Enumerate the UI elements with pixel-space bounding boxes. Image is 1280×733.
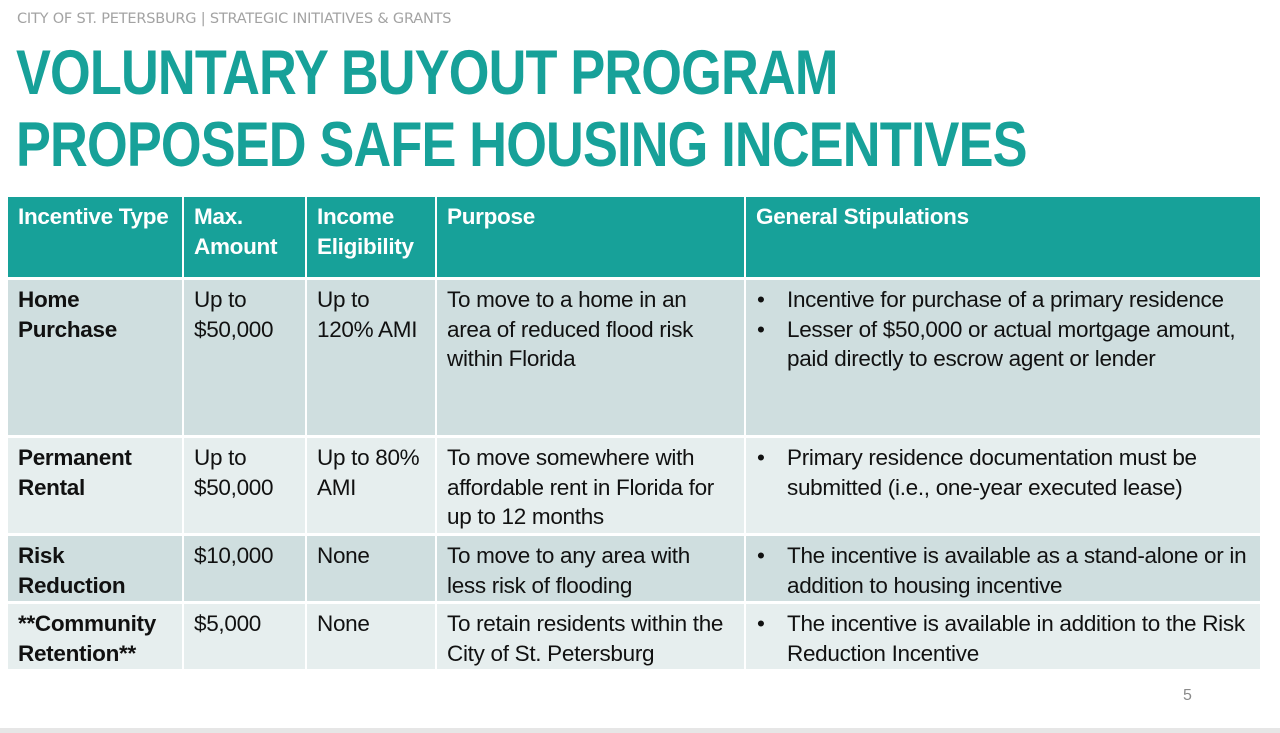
cell-max-amount: Up to $50,000 <box>184 438 307 536</box>
table-row <box>8 536 1262 604</box>
stipulation-item <box>756 315 1250 374</box>
bottom-edge <box>0 728 1280 733</box>
table-header-row <box>8 197 1262 280</box>
bullet-icon: • <box>757 543 765 568</box>
cell-incentive-type: Permanent Rental <box>8 438 184 536</box>
stipulation-list <box>756 609 1250 668</box>
stipulation-item <box>756 443 1250 502</box>
bullet-icon: • <box>757 611 765 636</box>
stipulation-text: Incentive for purchase of a primary residence <box>787 287 1224 312</box>
cell-income-eligibility: Up to 80% AMI <box>307 438 437 536</box>
page-number: 5 <box>1183 687 1192 704</box>
table-row <box>8 438 1262 536</box>
stipulation-item <box>756 609 1250 668</box>
stipulation-text: Lesser of $50,000 or actual mortgage amount, paid directly to escrow agent or lender <box>787 316 1236 371</box>
stipulation-text: The incentive is available as a stand-alone or in addition to housing incentive <box>787 543 1247 598</box>
cell-max-amount: $5,000 <box>184 604 307 672</box>
cell-purpose: To move to any area with less risk of flooding <box>437 536 746 604</box>
bullet-icon: • <box>757 287 765 312</box>
header-purpose: Purpose <box>437 197 746 280</box>
cell-purpose: To retain residents within the City of St. Petersburg <box>437 604 746 672</box>
cell-income-eligibility: Up to 120% AMI <box>307 280 437 438</box>
stipulation-text: The incentive is available in addition to the Risk Reduction Incentive <box>787 611 1245 666</box>
cell-max-amount: Up to $50,000 <box>184 280 307 438</box>
incentives-table <box>8 197 1262 672</box>
header-income-eligibility: Income Eligibility <box>307 197 437 280</box>
cell-stipulations <box>746 280 1262 438</box>
cell-incentive-type: **Community Retention** <box>8 604 184 672</box>
cell-incentive-type: Risk Reduction <box>8 536 184 604</box>
stipulation-item <box>756 285 1250 315</box>
stipulation-item <box>756 541 1250 600</box>
stipulation-list <box>756 285 1250 374</box>
cell-stipulations <box>746 604 1262 672</box>
bullet-icon: • <box>757 445 765 470</box>
cell-incentive-type: Home Purchase <box>8 280 184 438</box>
slide-title-line-1: VOLUNTARY BUYOUT PROGRAM <box>16 38 838 108</box>
slide-title-line-2: PROPOSED SAFE HOUSING INCENTIVES <box>16 110 1027 180</box>
stipulation-text: Primary residence documentation must be submitted (i.e., one-year executed lease) <box>787 445 1197 500</box>
header-max-amount: Max. Amount <box>184 197 307 280</box>
stipulation-list <box>756 541 1250 600</box>
cell-stipulations <box>746 536 1262 604</box>
cell-purpose: To move somewhere with affordable rent in Florida for up to 12 months <box>437 438 746 536</box>
department-kicker: CITY OF ST. PETERSBURG | STRATEGIC INITIATIVES & GRANTS <box>17 11 452 27</box>
cell-stipulations <box>746 438 1262 536</box>
table-row <box>8 604 1262 672</box>
stipulation-list <box>756 443 1250 502</box>
cell-max-amount: $10,000 <box>184 536 307 604</box>
cell-purpose: To move to a home in an area of reduced flood risk within Florida <box>437 280 746 438</box>
table-row <box>8 280 1262 438</box>
cell-income-eligibility: None <box>307 536 437 604</box>
header-general-stipulations: General Stipulations <box>746 197 1262 280</box>
cell-income-eligibility: None <box>307 604 437 672</box>
bullet-icon: • <box>757 316 765 342</box>
header-incentive-type: Incentive Type <box>8 197 184 280</box>
